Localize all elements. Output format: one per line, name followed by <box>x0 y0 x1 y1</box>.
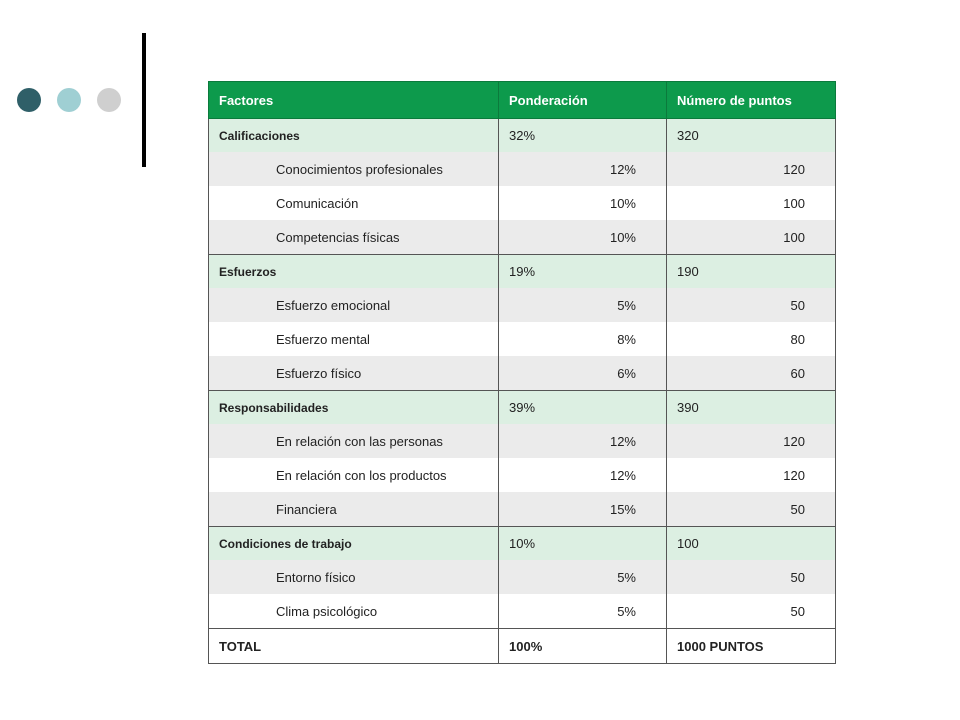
group-points: 190 <box>667 255 836 289</box>
item-label: Entorno físico <box>209 560 499 594</box>
group-points: 100 <box>667 527 836 561</box>
item-points: 100 <box>667 220 836 255</box>
item-weight: 15% <box>499 492 667 527</box>
group-row <box>209 527 836 561</box>
group-weight: 10% <box>499 527 667 561</box>
item-label: Esfuerzo emocional <box>209 288 499 322</box>
dot-gray <box>97 88 121 112</box>
item-weight: 12% <box>499 152 667 186</box>
item-label: Competencias físicas <box>209 220 499 255</box>
group-weight: 19% <box>499 255 667 289</box>
total-row <box>209 629 836 664</box>
group-row <box>209 119 836 153</box>
group-row <box>209 255 836 289</box>
total-points: 1000 PUNTOS <box>667 629 836 664</box>
item-weight: 12% <box>499 458 667 492</box>
item-row <box>209 288 836 322</box>
group-weight: 32% <box>499 119 667 153</box>
item-label: En relación con los productos <box>209 458 499 492</box>
item-points: 60 <box>667 356 836 391</box>
item-row <box>209 186 836 220</box>
item-label: Clima psicológico <box>209 594 499 629</box>
header-puntos: Número de puntos <box>667 82 836 119</box>
item-weight: 5% <box>499 560 667 594</box>
item-points: 50 <box>667 560 836 594</box>
group-row <box>209 391 836 425</box>
group-label: Responsabilidades <box>209 391 499 425</box>
item-weight: 5% <box>499 288 667 322</box>
item-points: 50 <box>667 594 836 629</box>
item-points: 120 <box>667 424 836 458</box>
item-label: Financiera <box>209 492 499 527</box>
group-label: Condiciones de trabajo <box>209 527 499 561</box>
item-weight: 10% <box>499 186 667 220</box>
item-row <box>209 152 836 186</box>
item-points: 120 <box>667 152 836 186</box>
item-weight: 8% <box>499 322 667 356</box>
table-header-row <box>209 82 836 119</box>
item-label: Comunicación <box>209 186 499 220</box>
item-label: Esfuerzo físico <box>209 356 499 391</box>
item-row <box>209 492 836 527</box>
item-weight: 10% <box>499 220 667 255</box>
item-row <box>209 594 836 629</box>
item-points: 50 <box>667 492 836 527</box>
item-label: Conocimientos profesionales <box>209 152 499 186</box>
dot-teal <box>57 88 81 112</box>
item-row <box>209 356 836 391</box>
item-label: Esfuerzo mental <box>209 322 499 356</box>
item-weight: 12% <box>499 424 667 458</box>
header-factores: Factores <box>209 82 499 119</box>
item-points: 120 <box>667 458 836 492</box>
factors-table <box>208 81 836 664</box>
item-row <box>209 560 836 594</box>
item-row <box>209 220 836 255</box>
item-row <box>209 458 836 492</box>
header-ponderacion: Ponderación <box>499 82 667 119</box>
vertical-divider <box>142 33 146 167</box>
item-weight: 5% <box>499 594 667 629</box>
item-row <box>209 424 836 458</box>
item-points: 50 <box>667 288 836 322</box>
total-weight: 100% <box>499 629 667 664</box>
table-body <box>209 119 836 664</box>
total-label: TOTAL <box>209 629 499 664</box>
item-weight: 6% <box>499 356 667 391</box>
group-label: Esfuerzos <box>209 255 499 289</box>
item-points: 100 <box>667 186 836 220</box>
item-label: En relación con las personas <box>209 424 499 458</box>
item-row <box>209 322 836 356</box>
group-label: Calificaciones <box>209 119 499 153</box>
dot-dark <box>17 88 41 112</box>
group-points: 320 <box>667 119 836 153</box>
group-weight: 39% <box>499 391 667 425</box>
item-points: 80 <box>667 322 836 356</box>
group-points: 390 <box>667 391 836 425</box>
